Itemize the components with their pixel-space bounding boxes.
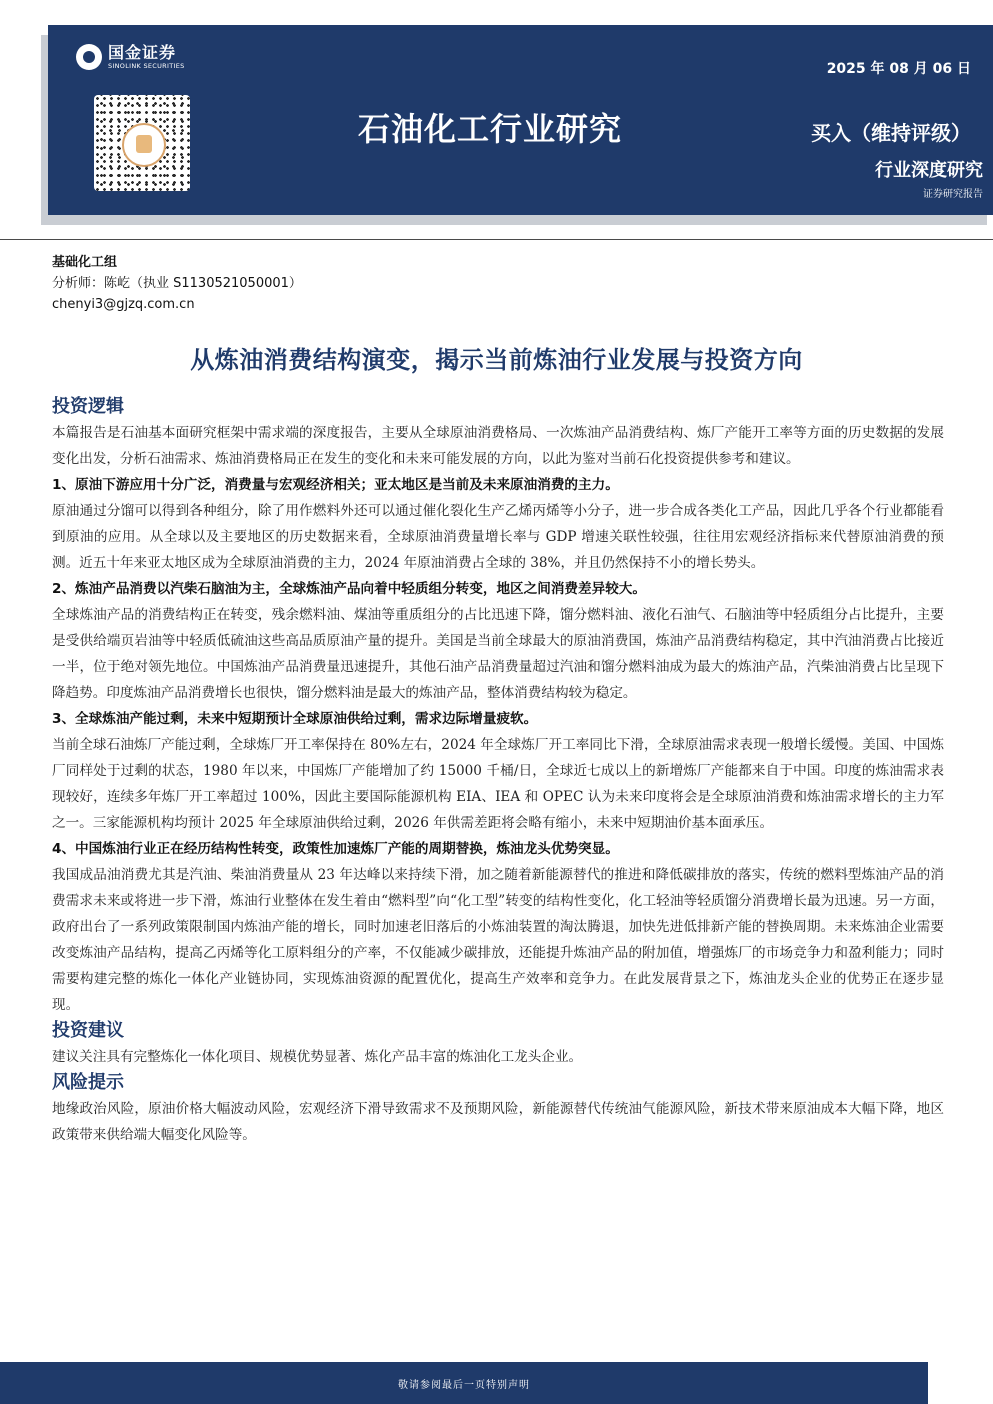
point-4-body: 我国成品油消费尤其是汽油、柴油消费量从 23 年达峰以来持续下滑，加之随着新能源替代的推进和降低碳排放的落实，传统的燃料型炼油产品的消费需求未来或将进一步下滑，炼油行业整体在发生着由“燃料型”向“化工型”转变的结构性变化，化工轻油等轻质馏分消费增长最为迅速。另一方面，政府出台了一系列政策限制国内炼油产能的增长，同时加速老旧落后的小炼油装置的淘汰腾退，加快先进低排新产能的替换周期。未来炼油企业需要改变炼油产品结构，提高乙丙烯等化工原料组分的产率，不仅能减少碳排放，还能提升炼油产品的附加值，增强炼厂的市场竞争力和盈利能力；同时需要构建完整的炼化一体化产业链协同，实现炼油资源的配置优化，提高生产效率和竞争力。在此发展背景之下，炼油龙头企业的优势正在逐步显现。 [52,867,944,1013]
intro-paragraph: 本篇报告是石油基本面研究框架中需求端的深度报告，主要从全球原油消费格局、一次炼油产品消费结构、炼厂产能开工率等方面的历史数据的发展变化出发，分析石油需求、炼油消费格局正在发生的变化和未来可能发展的方向，以此为鉴对当前石化投资提供参考和建议。 [52,425,944,467]
logo-name-cn: 国金证券 [108,43,177,62]
qr-code [94,95,190,191]
point-3-body: 当前全球石油炼厂产能过剩，全球炼厂开工率保持在 80%左右，2024 年全球炼厂开工率同比下滑，全球原油需求表现一般增长缓慢。美国、中国炼厂同样处于过剩的状态，1980 年以来，中国炼厂产能增加了约 15000 千桶/日，全球近七成以上的新增炼厂产能都来自于中国。印度的炼油需求表现较好，连续多年炼厂开工率超过 100%，因此主要国际能源机构 EIA、IEA 和 OPEC 认为未来印度将会是全球原油消费和炼油需求增长的主力军之一。三家能源机构均预计 2025 年全球原油供给过剩，2026 年供需差距将会略有缩小，未来中短期油价基本面承压。 [52,737,944,831]
point-4-heading: 4、中国炼油行业正在经历结构性转变，政策性加速炼厂产能的周期替换，炼油龙头优势突显。 [52,841,619,857]
report-subtype: 证券研究报告 [923,189,983,200]
point-2-heading: 2、炼油产品消费以汽柴石脑油为主，全球炼油产品向着中轻质组分转变，地区之间消费差异较大。 [52,581,646,597]
analyst-name: 分析师：陈屹（执业 S1130521050001） [52,276,302,291]
footer-notice: 敬请参阅最后一页特别声明 [398,1379,530,1391]
advice-paragraph: 建议关注具有完整炼化一体化项目、规模优势显著、炼化产品丰富的炼油化工龙头企业。 [52,1049,583,1065]
point-2-body: 全球炼油产品的消费结构正在转变，残余燃料油、煤油等重质组分的占比迅速下降，馏分燃料油、液化石油气、石脑油等中轻质组分占比提升，主要是受供给端页岩油等中轻质低硫油这些高品质原油产量的提升。美国是当前全球最大的原油消费国，炼油产品消费结构稳定，其中汽油消费占比接近一半，位于绝对领先地位。中国炼油产品消费量迅速提升，其他石油产品消费量超过汽油和馏分燃料油成为最大的炼油产品，汽柴油消费占比呈现下降趋势。印度炼油产品消费增长也很快，馏分燃料油是最大的炼油产品，整体消费结构较为稳定。 [52,607,944,701]
logo-name-en: SINOLINK SECURITIES [108,62,185,70]
point-1-heading: 1、原油下游应用十分广泛，消费量与宏观经济相关；亚太地区是当前及未来原油消费的主力。 [52,477,619,493]
company-logo [76,44,185,70]
report-body [52,394,944,1148]
point-1-body: 原油通过分馏可以得到各种组分，除了用作燃料外还可以通过催化裂化生产乙烯丙烯等小分子，进一步合成各类化工产品，因此几乎各个行业都能看到原油的应用。从全球以及主要地区的历史数据来看，全球原油消费量增长率与 GDP 增速关联性较强，往往用宏观经济指标来代替原油消费的预测。近五十年来亚太地区成为全球原油消费的主力，2024 年原油消费占全球的 38%，并且仍然保持不小的增长势头。 [52,503,944,571]
analyst-info [52,252,302,315]
footer-bar [0,1362,928,1404]
industry-title: 石油化工行业研究 [358,110,623,148]
risk-paragraph: 地缘政治风险，原油价格大幅波动风险，宏观经济下滑导致需求不及预期风险，新能源替代传统油气能源风险，新技术带来原油成本大幅下降，地区政策带来供给端大幅变化风险等。 [52,1101,944,1143]
section-title-advice: 投资建议 [52,1020,124,1041]
header-divider [0,239,993,240]
rating-label: 买入（维持评级） [811,121,971,145]
report-headline: 从炼油消费结构演变，揭示当前炼油行业发展与投资方向 [190,346,803,374]
qr-center-logo-icon [122,123,166,167]
report-date: 2025 年 08 月 06 日 [826,61,971,77]
report-type: 行业深度研究 [875,160,983,181]
analyst-email[interactable]: chenyi3@gjzq.com.cn [52,297,195,312]
section-title-risk: 风险提示 [52,1072,124,1093]
logo-icon [76,44,102,70]
research-group: 基础化工组 [52,255,118,270]
section-title-logic: 投资逻辑 [52,396,124,417]
point-3-heading: 3、全球炼油产能过剩，未来中短期预计全球原油供给过剩，需求边际增量疲软。 [52,711,538,727]
